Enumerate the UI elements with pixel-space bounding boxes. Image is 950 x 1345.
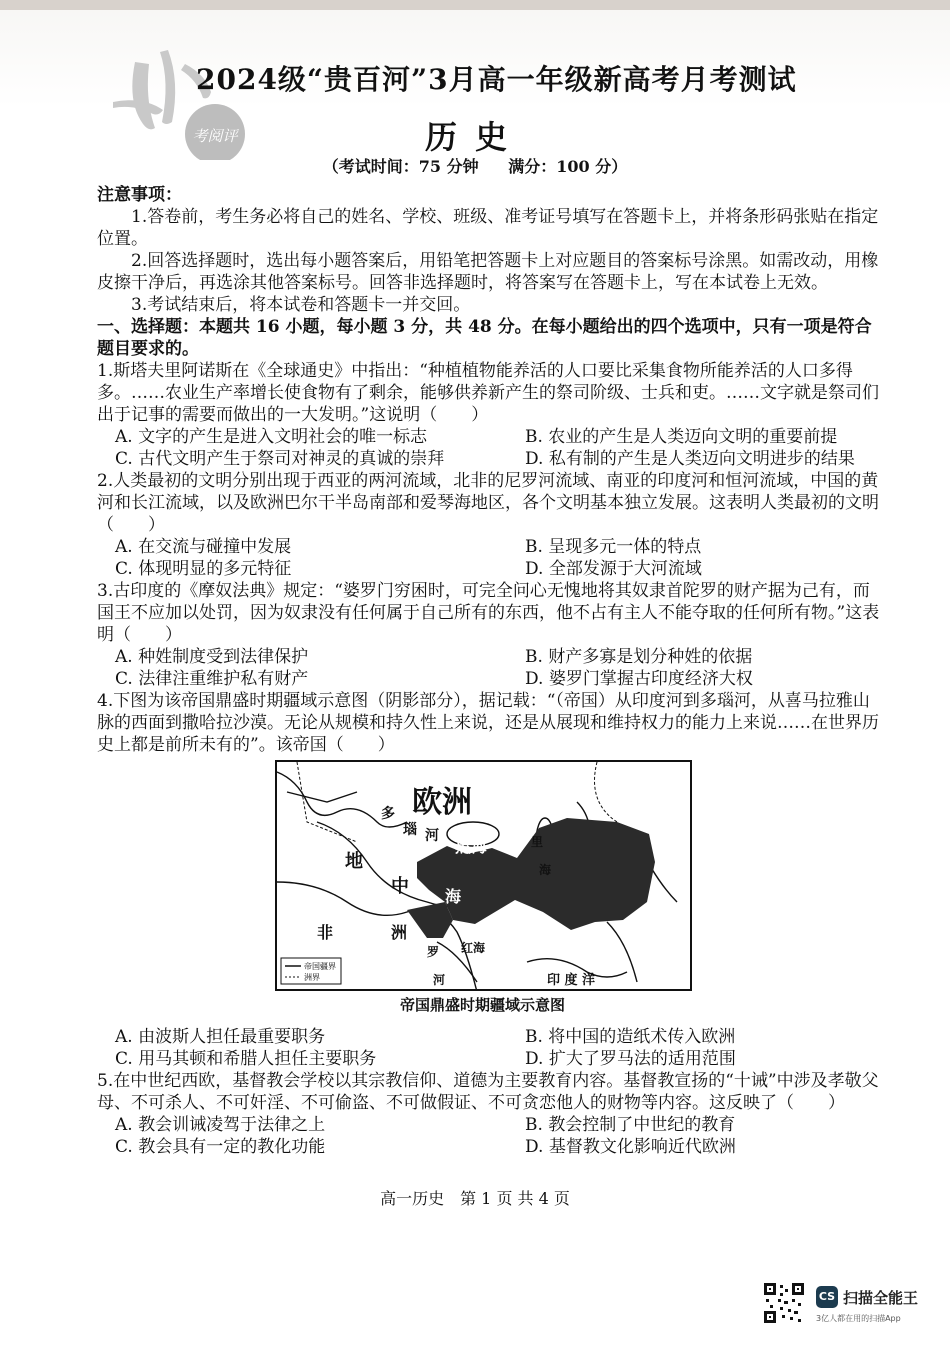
option-d: D. 婆罗门掌握古印度经济大权 — [525, 669, 753, 689]
exam-time: （考试时间：75 分钟 — [322, 157, 479, 176]
option-d: D. 基督教文化影响近代欧洲 — [525, 1137, 736, 1157]
label-danube-2: 瑙 — [403, 822, 417, 838]
option-c: C. 古代文明产生于祭司对神灵的真诚的崇拜 — [115, 449, 445, 469]
label-danube-1: 多 — [381, 806, 395, 822]
map-legend — [281, 958, 341, 984]
label-med-3: 海 — [445, 887, 462, 906]
option-d: D. 私有制的产生是人类迈向文明进步的结果 — [525, 449, 855, 469]
note-item: 1.答卷前，考生务必将自己的姓名、学校、班级、准考证号填写在答题卡上，并将条形码张贴在指定位置。 — [97, 207, 879, 249]
options — [97, 1114, 880, 1158]
option-a: A. 教会训诫凌驾于法律之上 — [115, 1115, 326, 1135]
map-figure — [275, 760, 692, 991]
map-caption: 帝国鼎盛时期疆域示意图 — [399, 996, 565, 1014]
legend-border: 帝国疆界 — [304, 962, 336, 971]
scan-edge — [0, 0, 950, 10]
question-5 — [97, 1070, 880, 1158]
label-caspian-1: 里 — [531, 835, 544, 849]
scanner-tagline: 3亿人都在用的扫描App — [816, 1314, 901, 1323]
section-heading: 一、选择题：本题共 16 小题，每小题 3 分，共 48 分。在每小题给出的四个选项中，只有一项是符合题目要求的。 — [97, 317, 872, 359]
label-europe: 欧洲 — [412, 785, 472, 820]
question-4 — [97, 690, 880, 1070]
empire-map — [275, 760, 690, 1016]
option-c: C. 法律注重维护私有财产 — [115, 669, 309, 689]
exam-info — [0, 154, 950, 177]
exam-title: 2024级“贵百河”3月高一年级新高考月考测试 — [196, 63, 797, 96]
label-black-sea: 黑海 — [455, 837, 488, 856]
legend-continent: 洲界 — [304, 973, 320, 982]
scanner-name: 扫描全能王 — [843, 1289, 919, 1307]
exam-score: 满分：100 分） — [508, 157, 628, 176]
label-med-2: 中 — [391, 876, 409, 897]
option-b: B. 农业的产生是人类迈向文明的重要前提 — [525, 427, 838, 447]
option-b: B. 教会控制了中世纪的教育 — [525, 1115, 736, 1135]
option-a: A. 文字的产生是进入文明社会的唯一标志 — [115, 427, 428, 447]
option-a: A. 在交流与碰撞中发展 — [115, 537, 292, 557]
option-c: C. 用马其顿和希腊人担任主要职务 — [115, 1049, 377, 1069]
question-3 — [97, 580, 880, 690]
option-c: C. 教会具有一定的教化功能 — [115, 1137, 326, 1157]
question-stem: 2.人类最初的文明分别出现于西亚的两河流域，北非的尼罗河流域、南亚的印度河和恒河流域，中国的黄河和长江流域，以及欧洲巴尔干半岛南部和爱琴海地区，各个文明基本独立发展。这表明人类最初的文明（ ） — [97, 471, 879, 535]
subject-title: 历史 — [424, 118, 525, 156]
label-caspian-2: 海 — [539, 863, 552, 877]
label-nile-2: 河 — [433, 973, 446, 987]
label-africa-2: 洲 — [391, 923, 408, 942]
option-a: A. 由波斯人担任最重要职务 — [115, 1027, 326, 1047]
options — [97, 426, 880, 470]
option-b: B. 呈现多元一体的特点 — [525, 537, 702, 557]
question-stem: 4.下图为该帝国鼎盛时期疆域示意图（阴影部分），据记载：“（帝国）从印度河到多瑙河，从喜马拉雅山脉的西面到撒哈拉沙漠。无论从规模和持久性上来说，还是从展现和维持权力的能力上来说……在世界历史上都是前所未有的”。该帝国（ ） — [97, 691, 879, 755]
option-b: B. 将中国的造纸术传入欧洲 — [525, 1027, 736, 1047]
page-footer: 高一历史 第 1 页 共 4 页 — [380, 1189, 570, 1208]
question-2 — [97, 470, 880, 580]
question-1 — [97, 360, 880, 470]
option-b: B. 财产多寡是划分种姓的依据 — [525, 647, 753, 667]
label-red-sea: 红海 — [461, 941, 486, 955]
label-nile-1: 罗 — [427, 945, 440, 959]
exam-body — [97, 184, 880, 1158]
option-a: A. 种姓制度受到法律保护 — [115, 647, 309, 667]
options — [97, 646, 880, 690]
question-stem: 1.斯塔夫里阿诺斯在《全球通史》中指出：“种植植物能养活的人口要比采集食物所能养活的人口多得多。……农业生产率增长使食物有了剩余，能够供养新产生的祭司阶级、士兵和吏。……文字就是祭司们出于记事的需要而做出的一大发明。”这说明（ ） — [97, 361, 879, 425]
label-indian-ocean: 印 度 洋 — [547, 973, 596, 988]
options — [97, 1026, 880, 1070]
notes-heading: 注意事项： — [97, 185, 182, 205]
question-stem: 5.在中世纪西欧，基督教会学校以其宗教信仰、道德为主要教育内容。基督教宣扬的“十诫”中涉及孝敬父母、不可杀人、不可奸淫、不可偷盗、不可做假证、不可贪恋他人的财物等内容。这反映了（ ） — [97, 1071, 879, 1113]
option-d: D. 全部发源于大河流域 — [525, 559, 702, 579]
label-med-1: 地 — [345, 851, 363, 872]
scanner-logo: CS — [816, 1286, 838, 1308]
note-item: 3.考试结束后，将本试卷和答题卡一并交回。 — [131, 295, 471, 315]
options — [97, 536, 880, 580]
option-d: D. 扩大了罗马法的适用范围 — [525, 1049, 736, 1069]
qr-code-icon — [762, 1281, 806, 1325]
label-danube-3: 河 — [425, 828, 439, 844]
question-stem: 3.古印度的《摩奴法典》规定：“婆罗门穷困时，可完全问心无愧地将其奴隶首陀罗的财产据为己有，而国王不应加以处罚，因为奴隶没有任何属于自己所有的东西，他不占有主人不能夺取的任何所有物。”这表明（ ） — [97, 581, 880, 645]
note-item: 2.回答选择题时，选出每小题答案后，用铅笔把答题卡上对应题目的答案标号涂黑。如需改动，用橡皮擦干净后，再选涂其他答案标号。回答非选择题时，将答案写在答题卡上，写在本试卷上无效。 — [97, 251, 879, 293]
option-c: C. 体现明显的多元特征 — [115, 559, 292, 579]
label-africa-1: 非 — [317, 923, 334, 942]
logo-text: 考阅评 — [192, 127, 238, 145]
